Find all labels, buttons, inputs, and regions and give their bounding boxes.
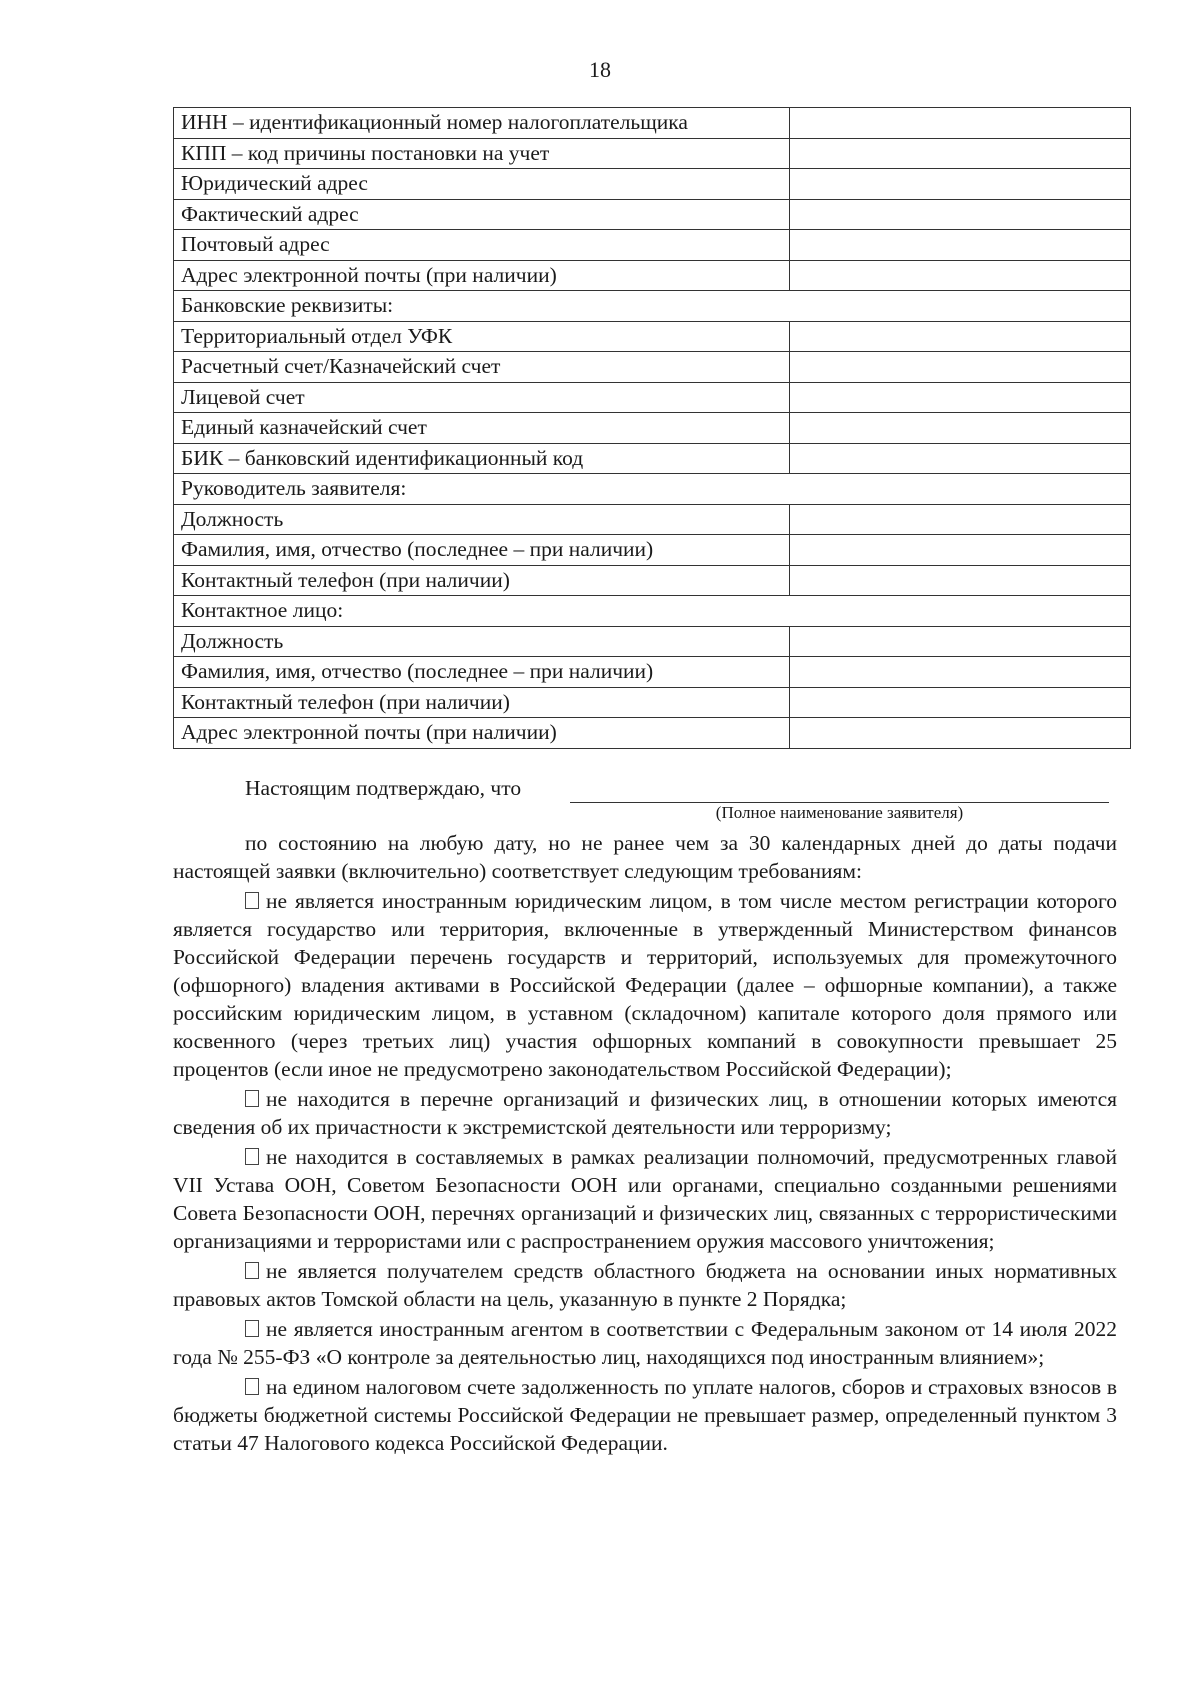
table-row (174, 382, 1131, 413)
table-row (174, 138, 1131, 169)
table-row (174, 657, 1131, 688)
requirement-text: не является иностранным агентом в соответствии с Федеральным законом от 14 июля 2022 года № 255-ФЗ «О контроле за деятельностью лиц, находящихся под иностранным влиянием»; (173, 1317, 1117, 1369)
table-row (174, 626, 1131, 657)
field-label: БИК – банковский идентификационный код (174, 443, 790, 474)
field-value-cell[interactable] (790, 230, 1131, 261)
requirement-text: на едином налоговом счете задолженность по уплате налогов, сборов и страховых взносов в бюджеты бюджетной системы Российской Федерации не превышает размер, определенный пунктом 3 статьи 47 Налогового кодекса Российской Федерации. (173, 1375, 1117, 1455)
table-row (174, 565, 1131, 596)
field-value-cell[interactable] (790, 718, 1131, 749)
field-value-cell[interactable] (790, 687, 1131, 718)
table-row (174, 260, 1131, 291)
field-label: Фамилия, имя, отчество (последнее – при наличии) (174, 535, 790, 566)
section-heading: Контактное лицо: (174, 596, 1131, 627)
section-heading: Банковские реквизиты: (174, 291, 1131, 322)
field-value-cell[interactable] (790, 260, 1131, 291)
requirements-section (173, 829, 1117, 1459)
checkbox-bullet-icon (245, 1148, 259, 1165)
checkbox-bullet-icon (245, 1262, 259, 1279)
field-value-cell[interactable] (790, 199, 1131, 230)
requirement-item (173, 1143, 1117, 1255)
field-value-cell[interactable] (790, 504, 1131, 535)
table-section-row (174, 596, 1131, 627)
field-label: Адрес электронной почты (при наличии) (174, 718, 790, 749)
requirements-list (173, 887, 1117, 1457)
field-label: ИНН – идентификационный номер налогоплательщика (174, 108, 790, 139)
field-label: Расчетный счет/Казначейский счет (174, 352, 790, 383)
table-row (174, 413, 1131, 444)
table-row (174, 443, 1131, 474)
applicant-details-table (173, 107, 1131, 749)
table-row (174, 718, 1131, 749)
field-value-cell[interactable] (790, 565, 1131, 596)
requirement-item (173, 1085, 1117, 1141)
requirement-text: не находится в перечне организаций и физических лиц, в отношении которых имеются сведения об их причастности к экстремистской деятельности или терроризму; (173, 1087, 1117, 1139)
field-label: Единый казначейский счет (174, 413, 790, 444)
field-label: Территориальный отдел УФК (174, 321, 790, 352)
requirement-item (173, 1373, 1117, 1457)
requirement-item (173, 1315, 1117, 1371)
requirement-item (173, 1257, 1117, 1313)
field-label: Контактный телефон (при наличии) (174, 565, 790, 596)
checkbox-bullet-icon (245, 1090, 259, 1107)
field-label: КПП – код причины постановки на учет (174, 138, 790, 169)
field-value-cell[interactable] (790, 382, 1131, 413)
field-label: Должность (174, 626, 790, 657)
table-row (174, 352, 1131, 383)
field-value-cell[interactable] (790, 626, 1131, 657)
field-label: Почтовый адрес (174, 230, 790, 261)
field-label: Адрес электронной почты (при наличии) (174, 260, 790, 291)
field-value-cell[interactable] (790, 321, 1131, 352)
table-row (174, 169, 1131, 200)
field-label: Фактический адрес (174, 199, 790, 230)
field-value-cell[interactable] (790, 108, 1131, 139)
field-label: Должность (174, 504, 790, 535)
section-heading: Руководитель заявителя: (174, 474, 1131, 505)
checkbox-bullet-icon (245, 892, 259, 909)
field-label: Контактный телефон (при наличии) (174, 687, 790, 718)
table-section-row (174, 291, 1131, 322)
requirement-text: не является иностранным юридическим лицом, в том числе местом регистрации которого является государство или территория, включенные в утвержденный Министерством финансов Российской Федерации перечень государств и территорий, используемых для промежуточного (офшорного) владения активами в Российской Федерации (далее – офшорные компании), а также российским юридическим лицом, в уставном (складочном) капитале которого доля прямого или косвенного (через третьих лиц) участия офшорных компаний в совокупности превышает 25 процентов (если иное не предусмотрено законодательством Российской Федерации); (173, 889, 1117, 1081)
field-value-cell[interactable] (790, 443, 1131, 474)
requirement-item (173, 887, 1117, 1083)
field-value-cell[interactable] (790, 535, 1131, 566)
table-row (174, 321, 1131, 352)
table-row (174, 504, 1131, 535)
requirements-intro: по состоянию на любую дату, но не ранее чем за 30 календарных дней до даты подачи настоящей заявки (включительно) соответствует следующим требованиям: (173, 831, 1117, 883)
table-row (174, 108, 1131, 139)
field-value-cell[interactable] (790, 169, 1131, 200)
table-row (174, 230, 1131, 261)
checkbox-bullet-icon (245, 1378, 259, 1395)
field-value-cell[interactable] (790, 413, 1131, 444)
field-label: Фамилия, имя, отчество (последнее – при наличии) (174, 657, 790, 688)
table-row (174, 535, 1131, 566)
field-label: Юридический адрес (174, 169, 790, 200)
table-row (174, 687, 1131, 718)
field-value-cell[interactable] (790, 657, 1131, 688)
applicant-details-table-body (174, 108, 1131, 749)
checkbox-bullet-icon (245, 1320, 259, 1337)
table-row (174, 199, 1131, 230)
requirement-text: не находится в составляемых в рамках реализации полномочий, предусмотренных главой VII Устава ООН, Советом Безопасности ООН или органами, специально созданными решениями Совета Безопасности ООН, перечнях организаций и физических лиц, связанных с террористическими организациями и террористами или с распространением оружия массового уничтожения; (173, 1145, 1117, 1253)
field-value-cell[interactable] (790, 138, 1131, 169)
field-value-cell[interactable] (790, 352, 1131, 383)
confirmation-lead: Настоящим подтверждаю, что (245, 776, 522, 800)
requirement-text: не является получателем средств областного бюджета на основании иных нормативных правовых актов Томской области на цель, указанную в пункте 2 Порядка; (173, 1259, 1117, 1311)
applicant-name-caption: (Полное наименование заявителя) (715, 803, 964, 822)
table-section-row (174, 474, 1131, 505)
page-number: 18 (589, 57, 611, 82)
field-label: Лицевой счет (174, 382, 790, 413)
